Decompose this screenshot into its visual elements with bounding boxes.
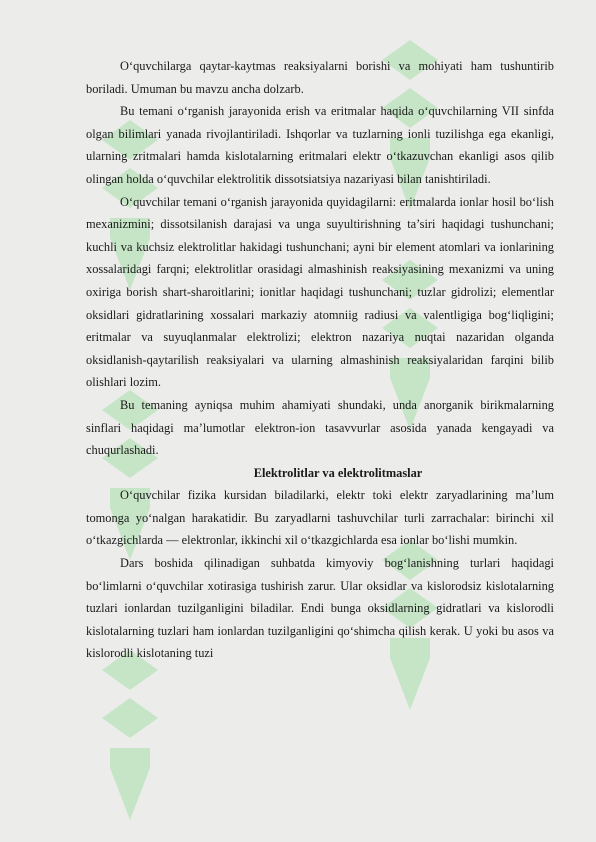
- paragraph: Dars boshida qilinadigan suhbatda kimyoviy bog‘lanishning turlari haqidagi bo‘limlarni o‘quvchilar xotirasiga tushirish zarur. Ular oksidlar va kislorodsiz kislotalarning tuzlari ionlardan tuzilganligini biladilar. Endi bunga oksidlarning gidratlari va kislorodli kislotalarning tuzlari ham ionlardan tuzilganligini qo‘shimcha qilish kerak. U yoki bu asos va kislorodli kislotaning tuzi: [86, 556, 554, 661]
- paragraph: Bu temaning ayniqsa muhim ahamiyati shundaki, unda anorganik birikmalarning sinflari haqidagi ma’lumotlar elektron-ion tasavvurlar asosida yanada kengayadi va chuqurlashadi.: [86, 397, 554, 458]
- section-heading: Elektrolitlar va elektrolitmaslar: [253, 465, 423, 480]
- paragraph: O‘quvchilarga qaytar-kaytmas reaksiyalarni borishi va mohiyati ham tushuntirib boriladi. Umuman bu mavzu ancha dolzarb.: [86, 59, 554, 96]
- paragraph: Bu temani o‘rganish jarayonida erish va eritmalar haqida o‘quvchilarning VII sinfda olgan bilimlari yanada rivojlantiriladi. Ishqorlar va tuzlarning ionli tuzilishga ega ekanligi, ularning zritmalari hamda kislotalarning eritmalari elektr o‘tkazuvchan ekanligi asos qilib olingan holda o‘quvchilar elektrolitik dissotsiatsiya nazariyasi bilan tanishtiriladi.: [86, 104, 554, 186]
- document-page: [86, 55, 554, 665]
- watermark-logo: [100, 650, 160, 820]
- paragraph: O‘quvchilar fizika kursidan biladilarki, elektr toki elektr zaryadlarining ma’lum tomonga yo‘nalgan harakatidir. Bu zaryadlarni tashuvchilar turli zarrachalar: birinchi xil o‘tkazgichlarda — elektronlar, ikkinchi xil o‘tkazgichlarda esa ionlar bo‘lishi mumkin.: [86, 488, 554, 548]
- paragraph: O‘quvchilar temani o‘rganish jarayonida quyidagilarni: eritmalarda ionlar hosil bo‘lish mexanizmini; dissotsilanish darajasi va unga suyultirishning ta’siri haqidagi tushunchani; kuchli va kuchsiz elektrolitlar hakidagi tushunchani; ayni bir element atomlari va ionlarining xossalaridagi farqni; elektrolitlar orasidagi almashinish reaksiyasining mexanizmi va uning oxiriga borish shart-sharoitlarini; ionitlar haqidagi tushunchani; tuzlar gidrolizi; elementlar oksidlari gidratlarining xossalari markaziy atomniig radiusi va valentligiga bog‘liqligini; eritmalar va suyuqlanmalar elektrolizi; elektron nazariya nuqtai nazaridan olganda oksidlanish-qaytarilish reaksiyalari va ularning almashinish reaksiyalaridan farqini bilib olishlari lozim.: [86, 194, 554, 390]
